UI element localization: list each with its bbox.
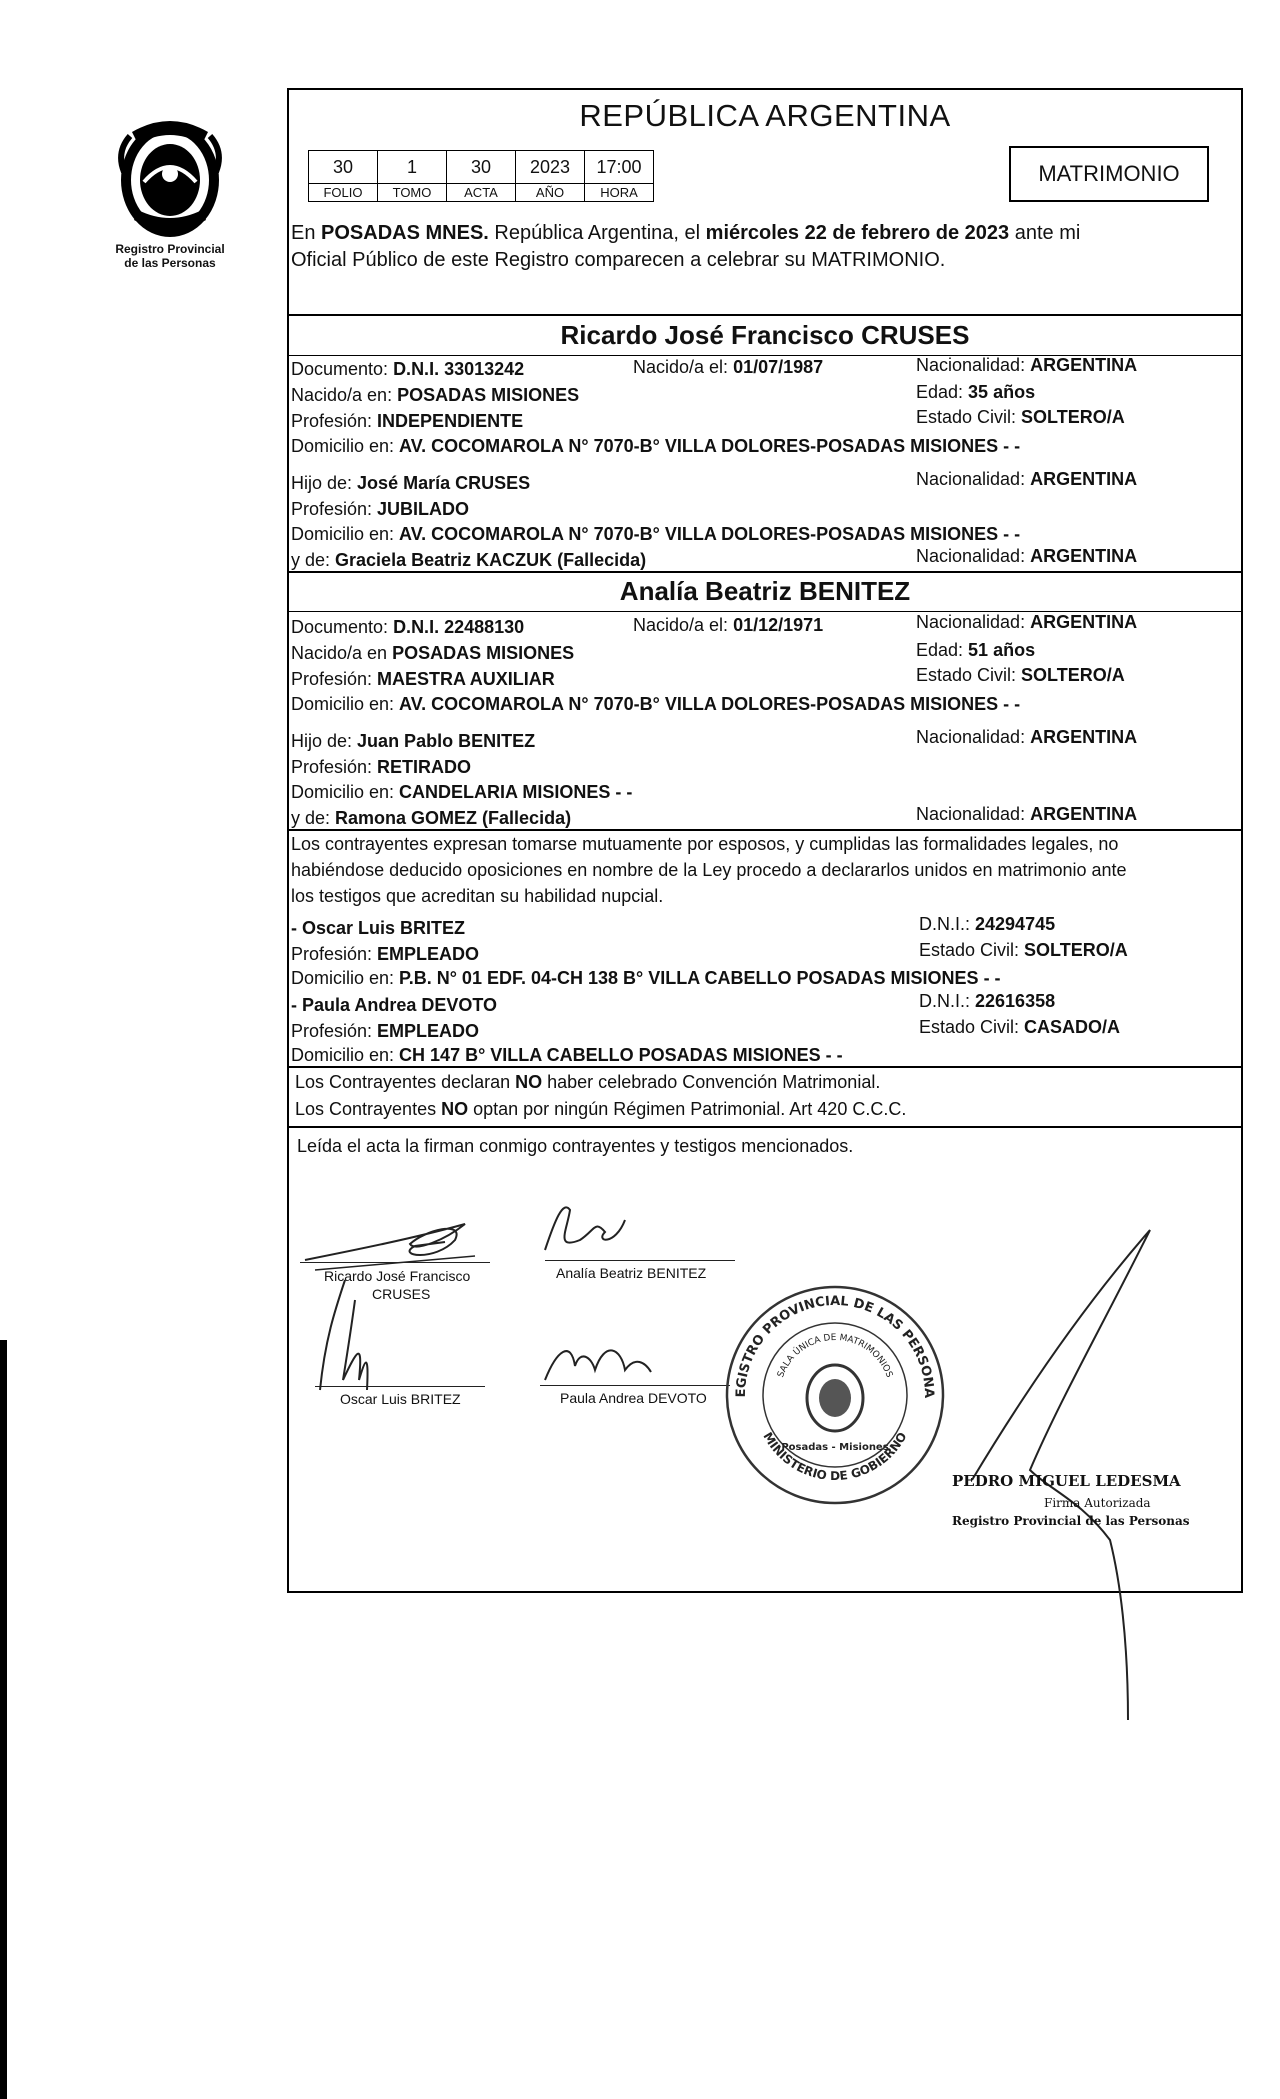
spouse1-birthdate: Nacido/a el: 01/07/1987 — [633, 357, 824, 377]
page-title: REPÚBLICA ARGENTINA — [579, 98, 951, 133]
handwritten-signatures — [295, 1180, 735, 1460]
witness1-name: - Oscar Luis BRITEZ — [291, 918, 466, 938]
spouse1-civil-status: Estado Civil: SOLTERO/A — [916, 407, 1125, 427]
hour-label: HORA — [585, 184, 654, 202]
declaration-line-3: los testigos que acreditan su habilidad nupcial. — [291, 886, 664, 906]
spouse2-father-address: Domicilio en: CANDELARIA MISIONES - - — [291, 782, 633, 802]
tomo-label: TOMO — [378, 184, 447, 202]
intro-line-1 — [291, 220, 1080, 246]
signature-label-spouse1-line1: Ricardo José Francisco — [324, 1268, 471, 1284]
declaration-line-1: Los contrayentes expresan tomarse mutuamente por esposos, y cumplidas las formalidades legales, no — [291, 834, 1119, 854]
hour-value: 17:00 — [585, 151, 654, 184]
spouse2-profession: Profesión: MAESTRA AUXILIAR — [291, 669, 555, 689]
seal-ring-top-text: EGISTRO PROVINCIAL DE LAS PERSONA — [733, 1293, 937, 1399]
signature-label-spouse2: Analía Beatriz BENITEZ — [556, 1265, 707, 1281]
authorized-signer-block — [952, 1472, 1190, 1528]
spouse1-mother-nationality: Nacionalidad: ARGENTINA — [916, 546, 1138, 566]
spouse2-civil-status: Estado Civil: SOLTERO/A — [916, 665, 1125, 685]
official-seal — [720, 1280, 950, 1510]
misiones-emblem-icon — [110, 112, 230, 242]
spouse2-father-nationality: Nacionalidad: ARGENTINA — [916, 727, 1138, 747]
intro-text: ante mi — [1009, 222, 1081, 244]
intro-line-2: Oficial Público de este Registro comparecen a celebrar su MATRIMONIO. — [291, 249, 946, 271]
convention-line-1: Los Contrayentes declaran NO haber celebrado Convención Matrimonial. — [295, 1072, 881, 1092]
spouse2-nationality: Nacionalidad: ARGENTINA — [916, 612, 1138, 632]
signer-name: PEDRO MIGUEL LEDESMA — [952, 1472, 1181, 1490]
spouse2-mother: y de: Ramona GOMEZ (Fallecida) — [291, 808, 572, 828]
witness1-address: Domicilio en: P.B. N° 01 EDF. 04-CH 138 B° VILLA CABELLO POSADAS MISIONES - - — [291, 968, 1001, 988]
year-value: 2023 — [516, 151, 585, 184]
signature-label-spouse1-line2: CRUSES — [372, 1286, 431, 1302]
divider — [287, 571, 1243, 573]
spouse1-age: Edad: 35 años — [916, 382, 1036, 402]
spouse1-mother: y de: Graciela Beatriz KACZUK (Fallecida) — [291, 550, 647, 570]
signature-line — [315, 1386, 485, 1387]
witness2-dni: D.N.I.: 22616358 — [919, 991, 1056, 1011]
spouse2-birthplace: Nacido/a en POSADAS MISIONES — [291, 643, 575, 663]
spouse2-address: Domicilio en: AV. COCOMAROLA N° 7070-B° VILLA DOLORES-POSADAS MISIONES - - — [291, 694, 1021, 714]
divider — [287, 1126, 1243, 1128]
folio-label: FOLIO — [309, 184, 378, 202]
witness2-profession: Profesión: EMPLEADO — [291, 1021, 480, 1041]
witness1-civil-status: Estado Civil: SOLTERO/A — [919, 940, 1128, 960]
intro-place: POSADAS MNES. — [321, 222, 489, 244]
spouse1-father: Hijo de: José María CRUSES — [291, 473, 531, 493]
spouse2-father: Hijo de: Juan Pablo BENITEZ — [291, 731, 536, 751]
registry-seal-icon — [720, 1280, 950, 1510]
divider — [287, 1066, 1243, 1068]
declaration-line-2: habiéndose deducido oposiciones en nombre de la Ley procedo a declararlos unidos en matrimonio ante — [291, 860, 1127, 880]
intro-date: miércoles 22 de febrero de 2023 — [705, 222, 1010, 244]
signature-label-witness2: Paula Andrea DEVOTO — [560, 1390, 707, 1406]
svg-text:MINISTERIO DE GOBIERNO — [760, 1430, 909, 1483]
seal-inner-text: SALA ÚNICA DE MATRIMONIOS — [776, 1332, 894, 1380]
spouse1-nationality: Nacionalidad: ARGENTINA — [916, 355, 1138, 375]
spouse1-profession: Profesión: INDEPENDIENTE — [291, 411, 524, 431]
spouse2-mother-nationality: Nacionalidad: ARGENTINA — [916, 804, 1138, 824]
witness2-name: - Paula Andrea DEVOTO — [291, 995, 498, 1015]
spouse2-birthdate: Nacido/a el: 01/12/1971 — [633, 615, 824, 635]
intro-text: En — [291, 222, 322, 244]
scan-edge-bar — [0, 1340, 7, 2099]
tomo-value: 1 — [378, 151, 447, 184]
signature-line — [540, 1385, 730, 1386]
spouse1-father-address: Domicilio en: AV. COCOMAROLA N° 7070-B° VILLA DOLORES-POSADAS MISIONES - - — [291, 524, 1021, 544]
year-label: AÑO — [516, 184, 585, 202]
provincial-registry-logo — [100, 112, 240, 292]
spouse2-document: Documento: D.N.I. 22488130 — [291, 617, 525, 637]
spouse2-name: Analía Beatriz BENITEZ — [619, 576, 911, 606]
signature-line — [545, 1260, 735, 1261]
spouse2-father-profession: Profesión: RETIRADO — [291, 757, 472, 777]
signer-office: Registro Provincial de las Personas — [952, 1514, 1190, 1528]
divider — [287, 314, 1243, 316]
witness1-dni: D.N.I.: 24294745 — [919, 914, 1056, 934]
acta-label: ACTA — [447, 184, 516, 202]
logo-caption-line2: de las Personas — [124, 256, 216, 270]
folio-value: 30 — [309, 151, 378, 184]
spouse1-document: Documento: D.N.I. 33013242 — [291, 359, 525, 379]
spouse1-birthplace: Nacido/a en: POSADAS MISIONES — [291, 385, 580, 405]
signer-title: Firma Autorizada — [1044, 1496, 1151, 1510]
acta-value: 30 — [447, 151, 516, 184]
seal-ring-bottom-text: MINISTERIO DE GOBIERNO — [760, 1429, 910, 1484]
closing-statement: Leída el acta la firman conmigo contrayentes y testigos mencionados. — [297, 1136, 854, 1156]
svg-text:SALA ÚNICA DE MATRIMONIOS — [776, 1333, 894, 1379]
signature-line — [300, 1262, 490, 1263]
divider — [287, 829, 1243, 831]
spouse1-father-profession: Profesión: JUBILADO — [291, 499, 470, 519]
convention-line-2: Los Contrayentes NO optan por ningún Régimen Patrimonial. Art 420 C.C.C. — [295, 1099, 907, 1119]
seal-city-text: Posadas - Misiones — [781, 1442, 889, 1453]
logo-caption-line1: Registro Provincial — [115, 242, 225, 256]
spouse1-father-nationality: Nacionalidad: ARGENTINA — [916, 469, 1138, 489]
witness2-address: Domicilio en: CH 147 B° VILLA CABELLO POSADAS MISIONES - - — [291, 1045, 843, 1065]
witness2-civil-status: Estado Civil: CASADO/A — [919, 1017, 1121, 1037]
signature-label-witness1: Oscar Luis BRITEZ — [340, 1391, 461, 1407]
document-type-box: MATRIMONIO — [1009, 146, 1209, 202]
spouse1-name: Ricardo José Francisco CRUSES — [560, 320, 970, 350]
witness1-profession: Profesión: EMPLEADO — [291, 944, 480, 964]
intro-text: República Argentina, el — [488, 222, 706, 244]
registry-data-table — [308, 150, 654, 202]
spouse1-address: Domicilio en: AV. COCOMAROLA N° 7070-B° VILLA DOLORES-POSADAS MISIONES - - — [291, 436, 1021, 456]
spouse2-age: Edad: 51 años — [916, 640, 1036, 660]
